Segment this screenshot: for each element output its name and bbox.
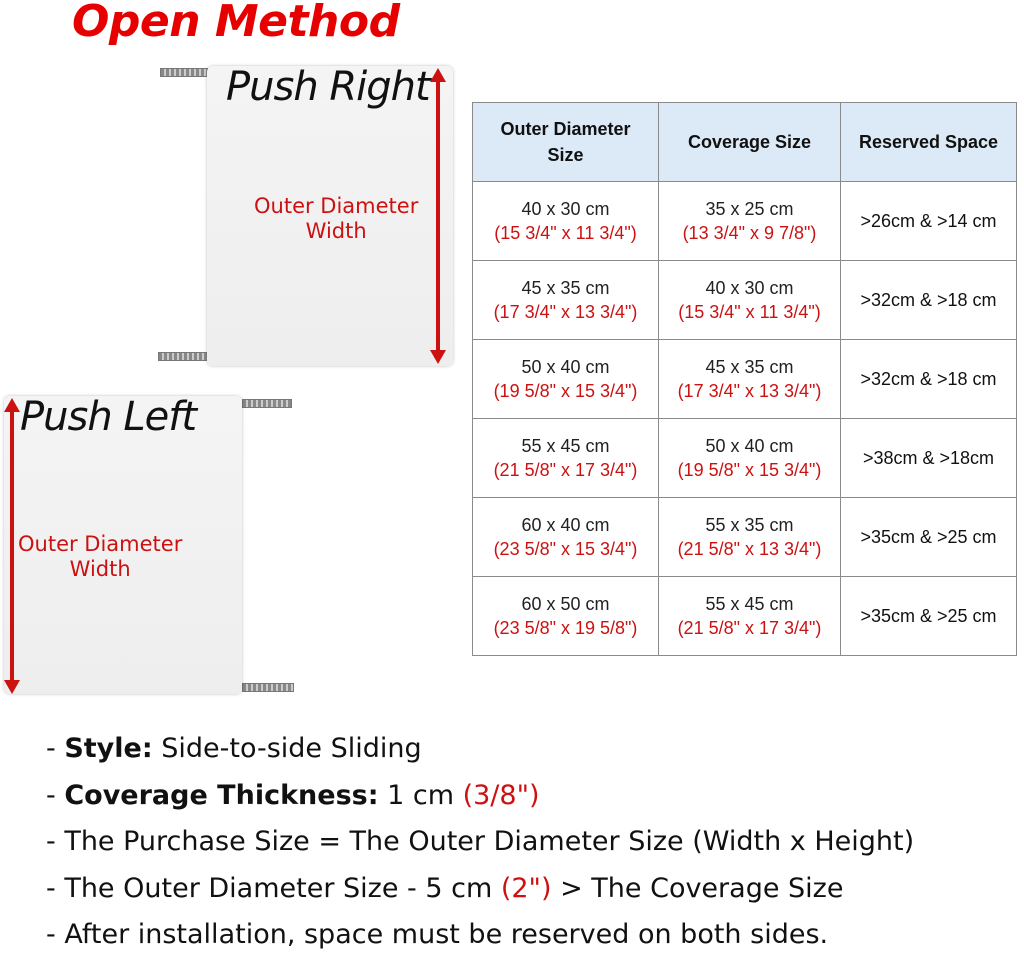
bottom-rail [158, 352, 208, 361]
note-outer-suffix: > The Coverage Size [551, 872, 844, 904]
coverage-size-cm: 45 x 35 cm [705, 357, 794, 377]
table-row [473, 419, 1017, 498]
push-left-dimension-label [18, 532, 182, 582]
coverage-size-inch: (21 5/8" x 13 3/4") [677, 539, 822, 559]
reserved-space-cell: >38cm & >18cm [841, 419, 1017, 498]
coverage-size-cm: 35 x 25 cm [705, 199, 794, 219]
table-row [473, 498, 1017, 577]
outer-size-cm: 40 x 30 cm [521, 199, 610, 219]
push-right-label: Push Right [226, 64, 430, 110]
coverage-size-cm: 55 x 35 cm [705, 515, 794, 535]
coverage-size-cm: 40 x 30 cm [705, 278, 794, 298]
outer-size-inch: (23 5/8" x 19 5/8") [493, 618, 638, 638]
outer-size-inch: (23 5/8" x 15 3/4") [493, 539, 638, 559]
note-style-label: Style: [64, 733, 153, 764]
table-header-row [473, 103, 1017, 182]
coverage-size-cell [659, 577, 841, 656]
coverage-size-cell [659, 182, 841, 261]
coverage-size-cm: 55 x 45 cm [705, 594, 794, 614]
note-thickness-value: 1 cm [378, 779, 463, 811]
note-style-value: Side-to-side Sliding [152, 733, 422, 764]
outer-size-cell [473, 182, 659, 261]
note-outer-size: - The Outer Diameter Size - 5 cm (2") > The Coverage Size [46, 872, 844, 904]
outer-size-cm: 60 x 50 cm [521, 594, 610, 614]
header-outer-diameter-size: Outer Diameter Size [473, 103, 659, 182]
table-row [473, 577, 1017, 656]
outer-size-inch: (21 5/8" x 17 3/4") [493, 460, 638, 480]
dimension-line-2: Width [305, 219, 367, 243]
coverage-size-inch: (13 3/4" x 9 7/8") [682, 223, 817, 243]
top-rail [242, 399, 292, 408]
bottom-rail [242, 683, 294, 692]
coverage-size-cell [659, 261, 841, 340]
push-left-double-arrow-icon [2, 398, 22, 694]
coverage-size-inch: (21 5/8" x 17 3/4") [677, 618, 822, 638]
note-style: - Style: Side-to-side Sliding [46, 733, 422, 764]
push-right-double-arrow-icon [428, 68, 448, 364]
note-outer-inch: (2") [500, 872, 552, 904]
outer-size-cm: 50 x 40 cm [521, 357, 610, 377]
reserved-space-cell: >32cm & >18 cm [841, 261, 1017, 340]
outer-size-cell [473, 261, 659, 340]
reserved-space-cell: >26cm & >14 cm [841, 182, 1017, 261]
spec-notes [46, 726, 914, 959]
table-row [473, 182, 1017, 261]
coverage-size-cell [659, 419, 841, 498]
outer-size-cell [473, 498, 659, 577]
note-install-text: After installation, space must be reserved on both sides. [64, 919, 829, 950]
table-row [473, 261, 1017, 340]
note-thickness: - Coverage Thickness: 1 cm (3/8") [46, 779, 540, 811]
outer-size-inch: (15 3/4" x 11 3/4") [494, 223, 637, 243]
coverage-size-inch: (17 3/4" x 13 3/4") [677, 381, 822, 401]
size-table [472, 102, 1017, 656]
note-purchase: - The Purchase Size = The Outer Diameter Size (Width x Height) [46, 826, 915, 857]
header-reserved-space: Reserved Space [841, 103, 1017, 182]
reserved-space-cell: >35cm & >25 cm [841, 498, 1017, 577]
outer-size-inch: (17 3/4" x 13 3/4") [493, 302, 638, 322]
coverage-size-inch: (19 5/8" x 15 3/4") [677, 460, 822, 480]
dimension-line-2: Width [69, 557, 131, 581]
note-thickness-label: Coverage Thickness: [64, 779, 379, 811]
note-thickness-inch: (3/8") [462, 779, 540, 811]
outer-size-cell [473, 419, 659, 498]
outer-size-cell [473, 340, 659, 419]
push-right-dimension-label [254, 194, 418, 244]
note-purchase-text: The Purchase Size = The Outer Diameter Size (Width x Height) [64, 826, 915, 857]
table-row [473, 340, 1017, 419]
coverage-size-cell [659, 498, 841, 577]
outer-size-cm: 60 x 40 cm [521, 515, 610, 535]
coverage-size-cell [659, 340, 841, 419]
outer-size-cm: 45 x 35 cm [521, 278, 610, 298]
push-left-label: Push Left [20, 394, 197, 440]
reserved-space-cell: >35cm & >25 cm [841, 577, 1017, 656]
note-outer-prefix: The Outer Diameter Size - 5 cm [64, 872, 501, 904]
outer-size-cm: 55 x 45 cm [521, 436, 610, 456]
reserved-space-cell: >32cm & >18 cm [841, 340, 1017, 419]
header-coverage-size: Coverage Size [659, 103, 841, 182]
dimension-line-1: Outer Diameter [254, 194, 419, 218]
outer-size-inch: (19 5/8" x 15 3/4") [493, 381, 638, 401]
dimension-line-1: Outer Diameter [18, 532, 183, 556]
coverage-size-cm: 50 x 40 cm [705, 436, 794, 456]
note-install: - After installation, space must be reserved on both sides. [46, 919, 829, 950]
coverage-size-inch: (15 3/4" x 11 3/4") [678, 302, 821, 322]
top-rail [160, 68, 208, 77]
page-title: Open Method [72, 0, 400, 47]
outer-size-cell [473, 577, 659, 656]
